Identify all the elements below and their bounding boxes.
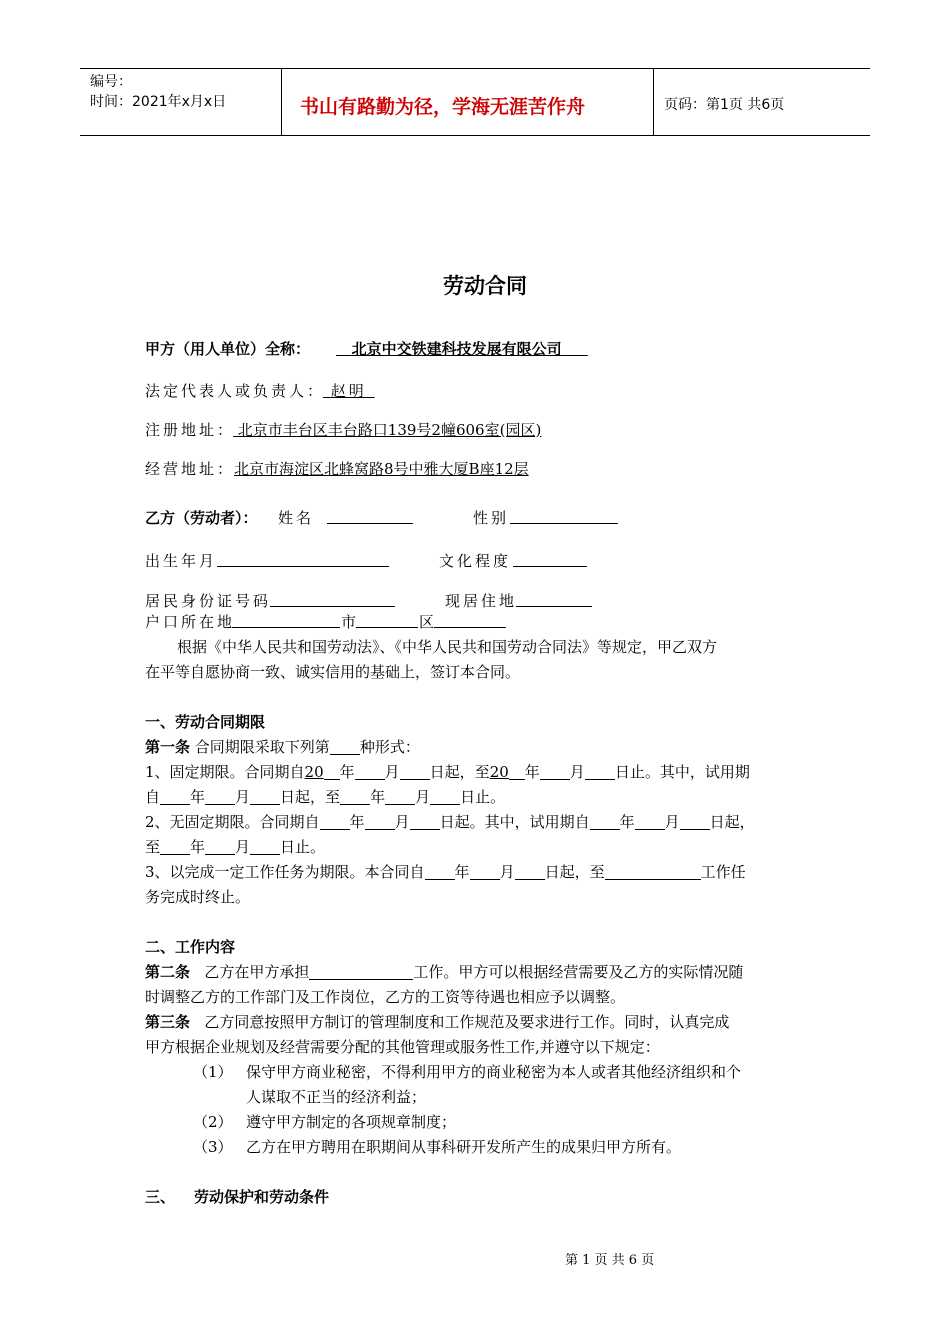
- header-number-label: 编号：: [90, 74, 132, 90]
- item2-prob-day-blank[interactable]: [680, 813, 710, 830]
- article3-line2: 甲方根据企业规划及经营需要分配的其他管理或服务性工作,并遵守以下规定：: [145, 1038, 660, 1056]
- rule-1-num: （1）: [193, 1063, 233, 1081]
- item1-year-b: 年: [524, 763, 540, 781]
- party-b-label: 乙方（劳动者）：: [145, 509, 258, 527]
- item2-line2-a: 至: [145, 838, 161, 856]
- item3-month: 月: [499, 863, 515, 881]
- header-motto: 书山有路勤为径，学海无涯苦作舟: [300, 96, 586, 118]
- article1-text-b: 种形式：: [359, 738, 420, 756]
- probation-end: 日止。: [460, 788, 506, 806]
- item2-month: 月: [394, 813, 410, 831]
- probation-month-b: 月: [415, 788, 431, 806]
- rule-2-num: （2）: [193, 1113, 233, 1131]
- section3-heading: 劳动保护和劳动条件: [194, 1188, 330, 1206]
- article2-text-b: 工作。甲方可以根据经营需要及乙方的实际情况随: [413, 963, 744, 981]
- party-b-hukou-label: 户口所在地: [145, 613, 236, 631]
- item1-day-from: 日起，至: [429, 763, 490, 781]
- item1-day-blank-a[interactable]: [400, 763, 430, 780]
- article1-line: [145, 736, 420, 757]
- rule-1-text2: 人谋取不正当的经济利益；: [246, 1088, 427, 1106]
- probation-day-blank-a[interactable]: [250, 788, 280, 805]
- party-a-fullname-label: 甲方（用人单位）全称：: [145, 340, 311, 358]
- party-b-birth-label: 出生年月: [145, 552, 218, 570]
- party-a-reg-value: [233, 419, 541, 440]
- article1-label: 第一条: [145, 738, 191, 756]
- probation-year-b: 年: [370, 788, 386, 806]
- rule-3-text: 乙方在甲方聘用在职期间从事科研开发所产生的成果归甲方所有。: [246, 1138, 682, 1156]
- item1-end: 日止。其中，试用期: [614, 763, 750, 781]
- party-b-edu-label: 文化程度: [439, 552, 512, 570]
- item2-year: 年: [349, 813, 365, 831]
- probation-year-blank-b[interactable]: [340, 788, 370, 805]
- article2-line2: 时调整乙方的工作部门及工作岗位，乙方的工资等待遇也相应予以调整。: [145, 988, 626, 1006]
- party-a-fullname-text: 北京中交铁建科技发展有限公司: [351, 340, 562, 358]
- probation-from: 日起，至: [280, 788, 341, 806]
- probation-month-blank-b[interactable]: [385, 788, 415, 805]
- article2-text-a: 乙方在甲方承担: [204, 963, 310, 981]
- item3-year: 年: [454, 863, 470, 881]
- item1-day-blank-b[interactable]: [585, 763, 615, 780]
- header-bottom-border: [80, 135, 870, 136]
- article3-label: 第三条: [145, 1013, 191, 1031]
- party-a-fullname-value: [336, 338, 588, 359]
- party-a-rep-text: 赵明: [330, 382, 367, 400]
- item1-line1: [145, 761, 750, 782]
- header-page-info: 页码：第1页 共6页: [664, 97, 785, 113]
- party-b-id-label: 居民身份证号码: [145, 592, 272, 610]
- item2-line2: [145, 836, 325, 857]
- item3-task-blank[interactable]: [605, 863, 701, 880]
- item2-day-blank[interactable]: [410, 813, 440, 830]
- item1-month-blank-a[interactable]: [355, 763, 385, 780]
- item2-end-year: 年: [190, 838, 206, 856]
- party-a-reg-label: 注册地址：: [145, 421, 236, 439]
- probation-day-blank-b[interactable]: [430, 788, 460, 805]
- party-b-district-blank[interactable]: [434, 611, 506, 628]
- item3-year-blank[interactable]: [425, 863, 455, 880]
- item2-end-month: 月: [235, 838, 251, 856]
- header-time: 时间：2021年x月x日: [90, 94, 227, 110]
- item1-year-a: 年: [339, 763, 355, 781]
- item2-prob-month: 月: [664, 813, 680, 831]
- item2-prob-month-blank[interactable]: [635, 813, 665, 830]
- intro-line-1: 根据《中华人民共和国劳动法》、《中华人民共和国劳动合同法》等规定，甲乙双方: [177, 638, 718, 656]
- article2-job-blank[interactable]: [309, 963, 413, 980]
- rule-1-text: 保守甲方商业秘密，不得利用甲方的商业秘密为本人或者其他经济组织和个: [246, 1063, 742, 1081]
- item1-line2: [145, 786, 505, 807]
- item2-prob-year-blank[interactable]: [590, 813, 620, 830]
- party-b-id-blank[interactable]: [270, 590, 395, 607]
- header-divider-1: [281, 68, 282, 136]
- probation-year-a: 年: [190, 788, 206, 806]
- article2-line1: [145, 961, 743, 982]
- item3-mid: 日起，至: [544, 863, 605, 881]
- article3-text-a: 乙方同意按照甲方制订的管理制度和工作规范及要求进行工作。同时，认真完成: [204, 1013, 730, 1031]
- party-b-hukou-blank[interactable]: [232, 611, 340, 628]
- item3-line2: 务完成时终止。: [145, 888, 251, 906]
- page-footer: 第 1 页 共 6 页: [565, 1253, 655, 1268]
- party-b-residence-label: 现居住地: [445, 592, 518, 610]
- document-title: 劳动合同: [443, 274, 527, 298]
- rule-2-text: 遵守甲方制定的各项规章制度；: [246, 1113, 457, 1131]
- party-b-birth-blank[interactable]: [217, 550, 389, 567]
- article1-text-a: 合同期限采取下列第: [194, 738, 330, 756]
- article3-line1: [145, 1011, 729, 1032]
- item2-end-day-blank[interactable]: [250, 838, 280, 855]
- section3-number: 三、: [145, 1188, 176, 1206]
- section2-heading: 二、工作内容: [145, 938, 236, 956]
- header-divider-2: [653, 68, 654, 136]
- party-b-city-label: 市: [341, 613, 357, 631]
- item1-year-blank-a[interactable]: [324, 763, 340, 780]
- rule-3-num: （3）: [193, 1138, 233, 1156]
- item1-month-a: 月: [384, 763, 400, 781]
- item2-month-blank[interactable]: [365, 813, 395, 830]
- article1-form-blank[interactable]: [330, 738, 360, 755]
- probation-month-blank-a[interactable]: [205, 788, 235, 805]
- item1-text-a: 1、固定期限。合同期自: [145, 763, 305, 781]
- intro-line-2: 在平等自愿协商一致、诚实信用的基础上，签订本合同。: [145, 663, 521, 681]
- item1-year-blank-b[interactable]: [509, 763, 525, 780]
- party-b-district-label: 区: [419, 613, 435, 631]
- party-b-gender-blank[interactable]: [510, 507, 618, 524]
- item2-line2-end: 日止。: [280, 838, 326, 856]
- item3-text-a: 3、以完成一定工作任务为期限。本合同自: [145, 863, 425, 881]
- party-b-city-blank[interactable]: [356, 611, 418, 628]
- probation-month-a: 月: [235, 788, 251, 806]
- party-a-reg-text: 北京市丰台区丰台路口139号2幢606室(园区): [237, 421, 542, 439]
- item2-text-a: 2、无固定期限。合同期自: [145, 813, 320, 831]
- party-b-gender-label: 性别: [473, 509, 510, 527]
- item3-end: 工作任: [700, 863, 746, 881]
- item2-end-year-blank[interactable]: [160, 838, 190, 855]
- item1-year-prefix-b: 20: [489, 763, 509, 781]
- item2-line1: [145, 811, 755, 832]
- item2-mid: 日起。其中，试用期自: [439, 813, 590, 831]
- article2-label: 第二条: [145, 963, 191, 981]
- party-a-rep-label: 法定代表人或负责人：: [145, 382, 326, 400]
- item3-day-blank[interactable]: [515, 863, 545, 880]
- party-b-residence-blank[interactable]: [516, 590, 592, 607]
- item1-month-blank-b[interactable]: [540, 763, 570, 780]
- header-top-border: [80, 68, 870, 69]
- item1-month-b: 月: [569, 763, 585, 781]
- party-b-name-label: 姓名: [278, 509, 315, 527]
- item2-year-blank[interactable]: [320, 813, 350, 830]
- party-a-rep-value: [323, 380, 375, 401]
- party-a-biz-label: 经营地址：: [145, 460, 236, 478]
- item2-end-month-blank[interactable]: [205, 838, 235, 855]
- probation-year-blank-a[interactable]: [160, 788, 190, 805]
- party-a-biz-value: 北京市海淀区北蜂窝路8号中雅大厦B座12层: [234, 460, 529, 478]
- item1-line2-a: 自: [145, 788, 161, 806]
- item3-line1: [145, 861, 746, 882]
- item3-month-blank[interactable]: [470, 863, 500, 880]
- party-b-name-blank[interactable]: [327, 507, 413, 524]
- party-b-edu-blank[interactable]: [513, 550, 587, 567]
- item1-year-prefix-a: 20: [304, 763, 324, 781]
- item2-end: 日起，: [709, 813, 755, 831]
- section1-heading: 一、劳动合同期限: [145, 713, 266, 731]
- item2-prob-year: 年: [619, 813, 635, 831]
